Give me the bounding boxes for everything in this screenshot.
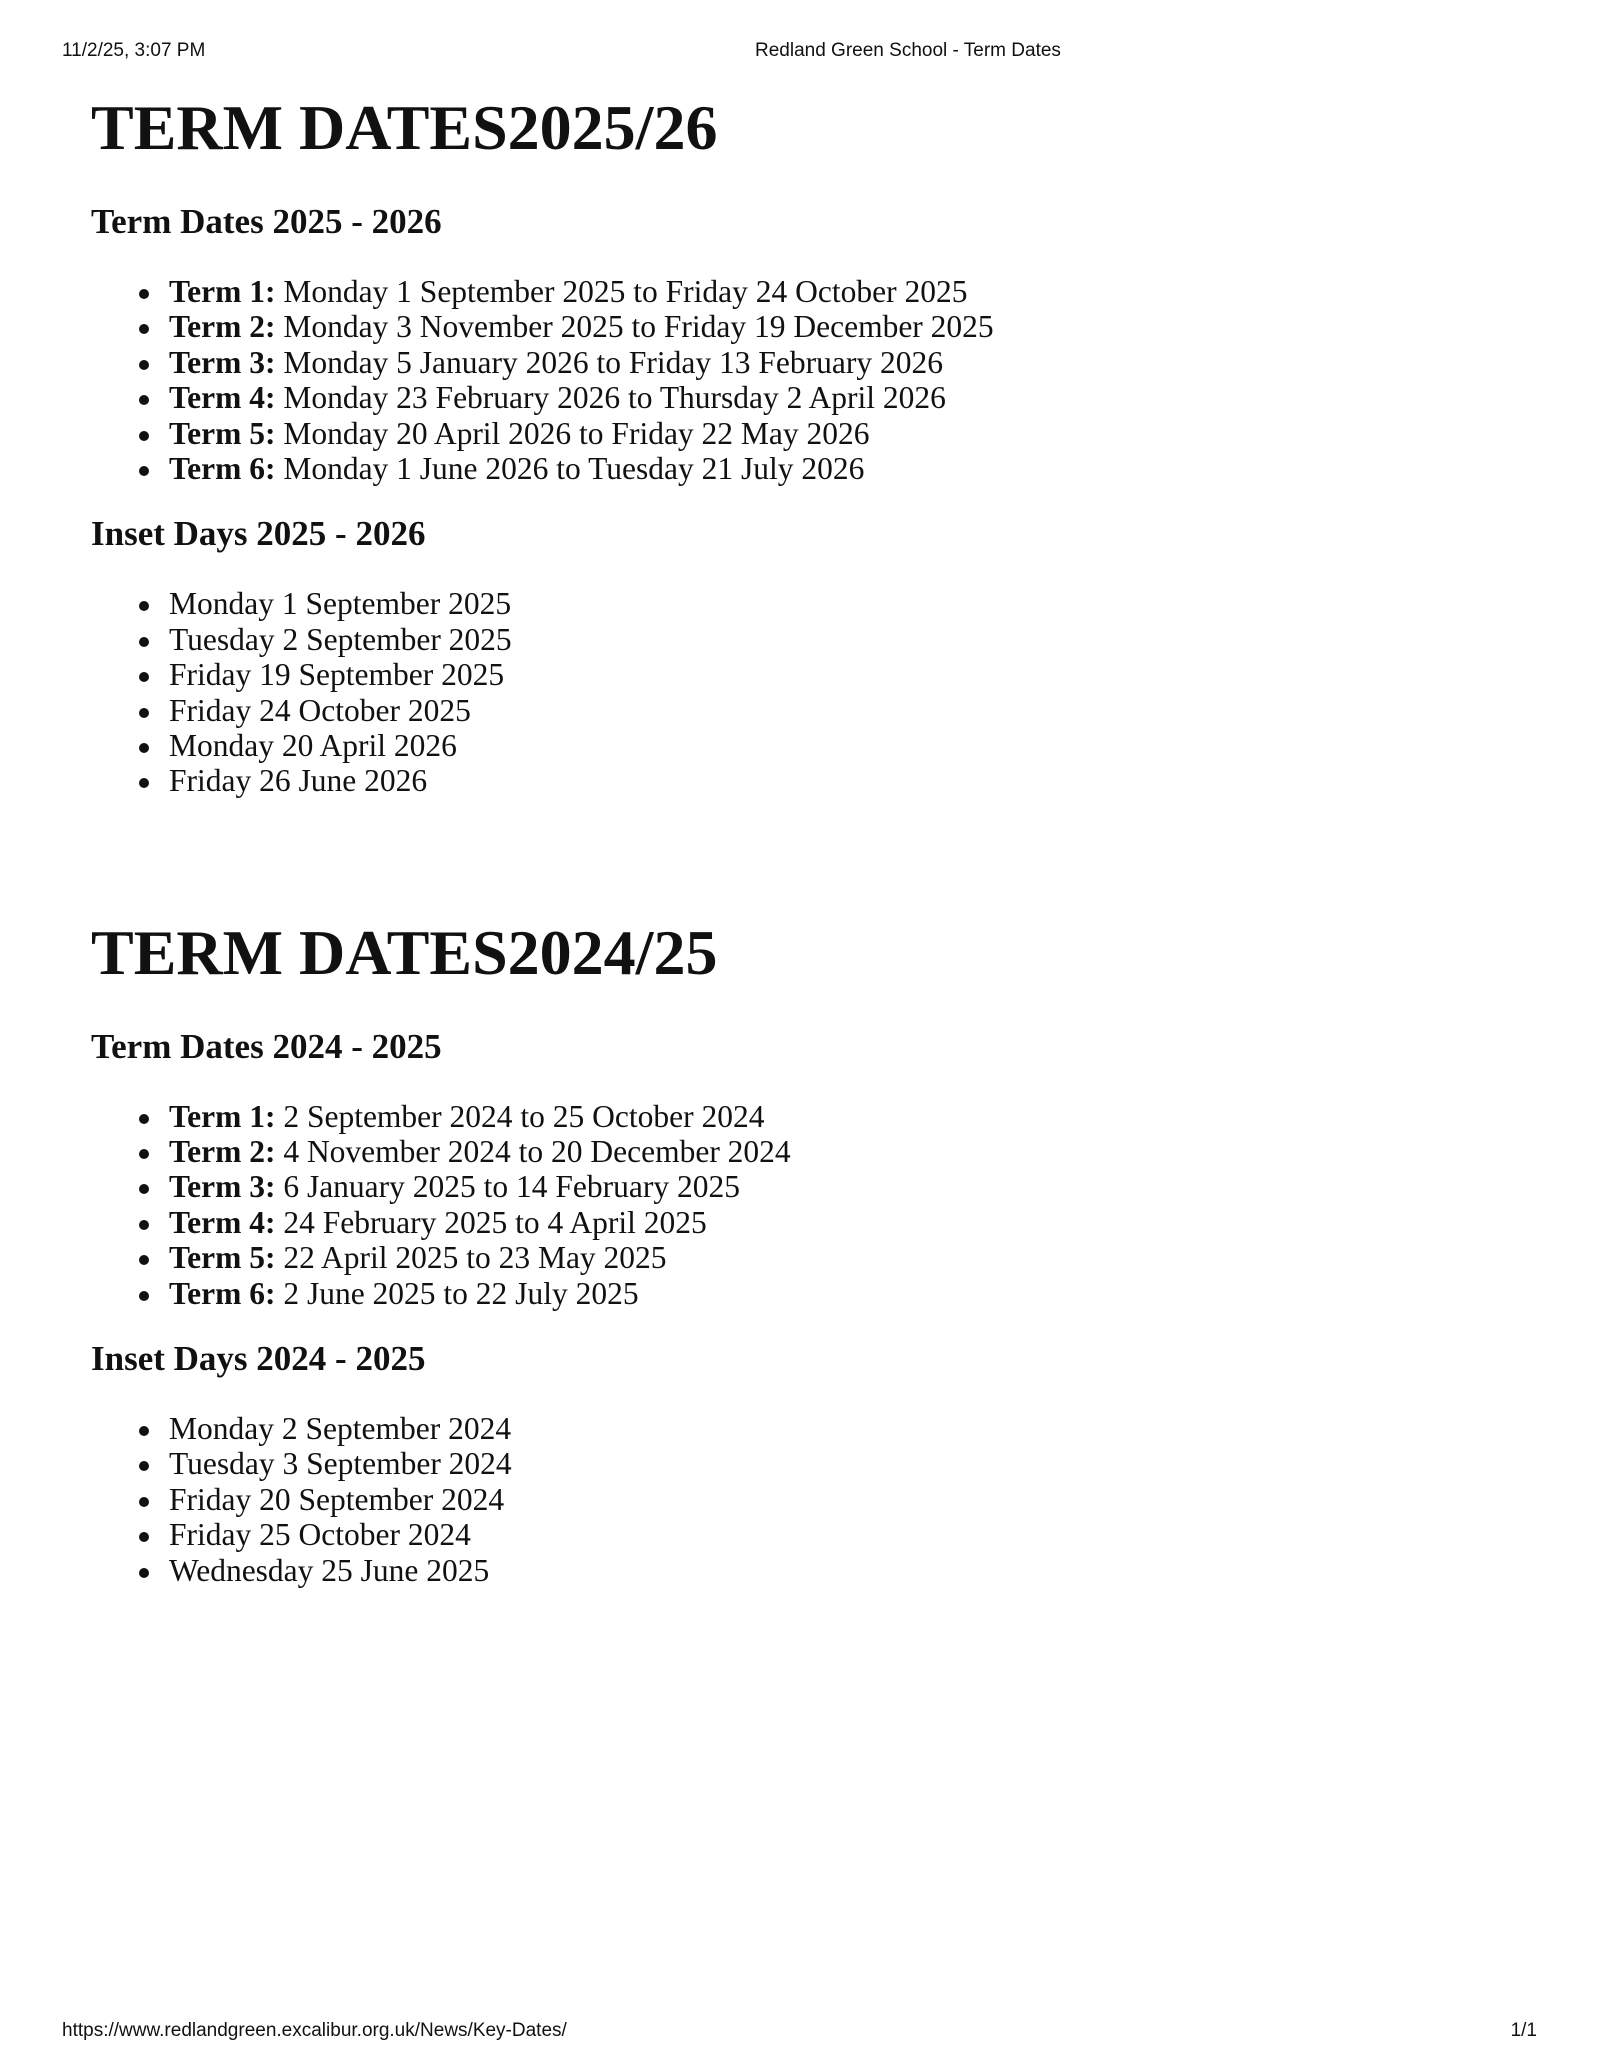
term-label: Term 6: xyxy=(169,450,276,486)
term-dates: 4 November 2024 to 20 December 2024 xyxy=(275,1134,791,1170)
term-dates: Monday 3 November 2025 to Friday 19 December 2025 xyxy=(275,309,994,345)
term-label: Term 5: xyxy=(169,1240,276,1276)
section-title: TERM DATES2024/25 xyxy=(91,916,718,988)
term-dates-heading: Term Dates 2024 - 2025 xyxy=(91,1026,442,1066)
list-item: Monday 20 April 2026 xyxy=(91,728,1511,763)
list-item xyxy=(91,1099,1511,1134)
list-item xyxy=(91,1134,1511,1169)
term-dates: Monday 20 April 2026 to Friday 22 May 2026 xyxy=(275,415,870,451)
list-item: Friday 19 September 2025 xyxy=(91,657,1511,692)
list-item xyxy=(91,416,1511,451)
list-item: Monday 2 September 2024 xyxy=(91,1411,1511,1446)
inset-day-list xyxy=(91,586,1511,798)
term-list xyxy=(91,274,1511,486)
term-label: Term 3: xyxy=(169,1169,276,1205)
print-footer xyxy=(0,2020,1600,2046)
term-dates: Monday 1 September 2025 to Friday 24 October 2025 xyxy=(275,274,968,309)
list-item xyxy=(91,1240,1511,1275)
list-item: Friday 24 October 2025 xyxy=(91,693,1511,728)
list-item: Monday 1 September 2025 xyxy=(91,586,1511,621)
term-dates: Monday 1 June 2026 to Tuesday 21 July 2026 xyxy=(275,450,865,486)
term-dates: 22 April 2025 to 23 May 2025 xyxy=(275,1240,667,1276)
term-label: Term 3: xyxy=(169,344,276,380)
term-dates-heading: Term Dates 2025 - 2026 xyxy=(91,202,442,241)
list-item xyxy=(91,451,1511,486)
list-item xyxy=(91,1205,1511,1240)
print-datetime: 11/2/25, 3:07 PM xyxy=(62,40,206,61)
section-spacer xyxy=(91,799,1511,905)
inset-days-heading: Inset Days 2025 - 2026 xyxy=(91,514,426,554)
print-page-title: Redland Green School - Term Dates xyxy=(755,40,1061,61)
term-list xyxy=(91,1099,1511,1311)
term-label: Term 4: xyxy=(169,1204,276,1240)
list-item xyxy=(91,345,1511,380)
section-title: TERM DATES2025/26 xyxy=(91,92,718,163)
term-dates: Monday 23 February 2026 to Thursday 2 April 2026 xyxy=(275,380,946,416)
print-page-count: 1/1 xyxy=(1510,2020,1537,2041)
term-dates: 6 January 2025 to 14 February 2025 xyxy=(275,1169,740,1205)
inset-days-heading: Inset Days 2024 - 2025 xyxy=(91,1339,426,1379)
list-item xyxy=(91,1276,1511,1311)
term-label: Term 2: xyxy=(169,309,276,345)
term-dates: Monday 5 January 2026 to Friday 13 February 2026 xyxy=(275,344,943,380)
term-label: Term 2: xyxy=(169,1134,276,1170)
list-item: Wednesday 25 June 2025 xyxy=(91,1553,1511,1588)
term-dates-section-2025-26 xyxy=(91,80,1511,799)
list-item: Tuesday 2 September 2025 xyxy=(91,622,1511,657)
list-item xyxy=(91,309,1511,344)
term-dates-section-2024-25 xyxy=(91,905,1511,1588)
list-item: Friday 25 October 2024 xyxy=(91,1517,1511,1552)
term-label: Term 4: xyxy=(169,380,276,416)
list-item: Tuesday 3 September 2024 xyxy=(91,1446,1511,1481)
list-item xyxy=(91,380,1511,415)
term-label: Term 5: xyxy=(169,415,276,451)
list-item: Friday 20 September 2024 xyxy=(91,1482,1511,1517)
term-dates: 24 February 2025 to 4 April 2025 xyxy=(275,1204,707,1240)
list-item: Friday 26 June 2026 xyxy=(91,763,1511,798)
term-dates: 2 June 2025 to 22 July 2025 xyxy=(275,1275,639,1311)
term-label: Term 1: xyxy=(169,1098,276,1134)
term-dates: 2 September 2024 to 25 October 2024 xyxy=(275,1098,765,1134)
inset-day-list xyxy=(91,1411,1511,1588)
list-item xyxy=(91,1169,1511,1204)
list-item xyxy=(91,274,1511,309)
term-label: Term 6: xyxy=(169,1275,276,1311)
print-header xyxy=(0,40,1600,66)
page-content xyxy=(91,80,1511,1588)
print-url: https://www.redlandgreen.excalibur.org.uk/News/Key-Dates/ xyxy=(62,2020,567,2041)
term-label: Term 1: xyxy=(169,274,276,309)
